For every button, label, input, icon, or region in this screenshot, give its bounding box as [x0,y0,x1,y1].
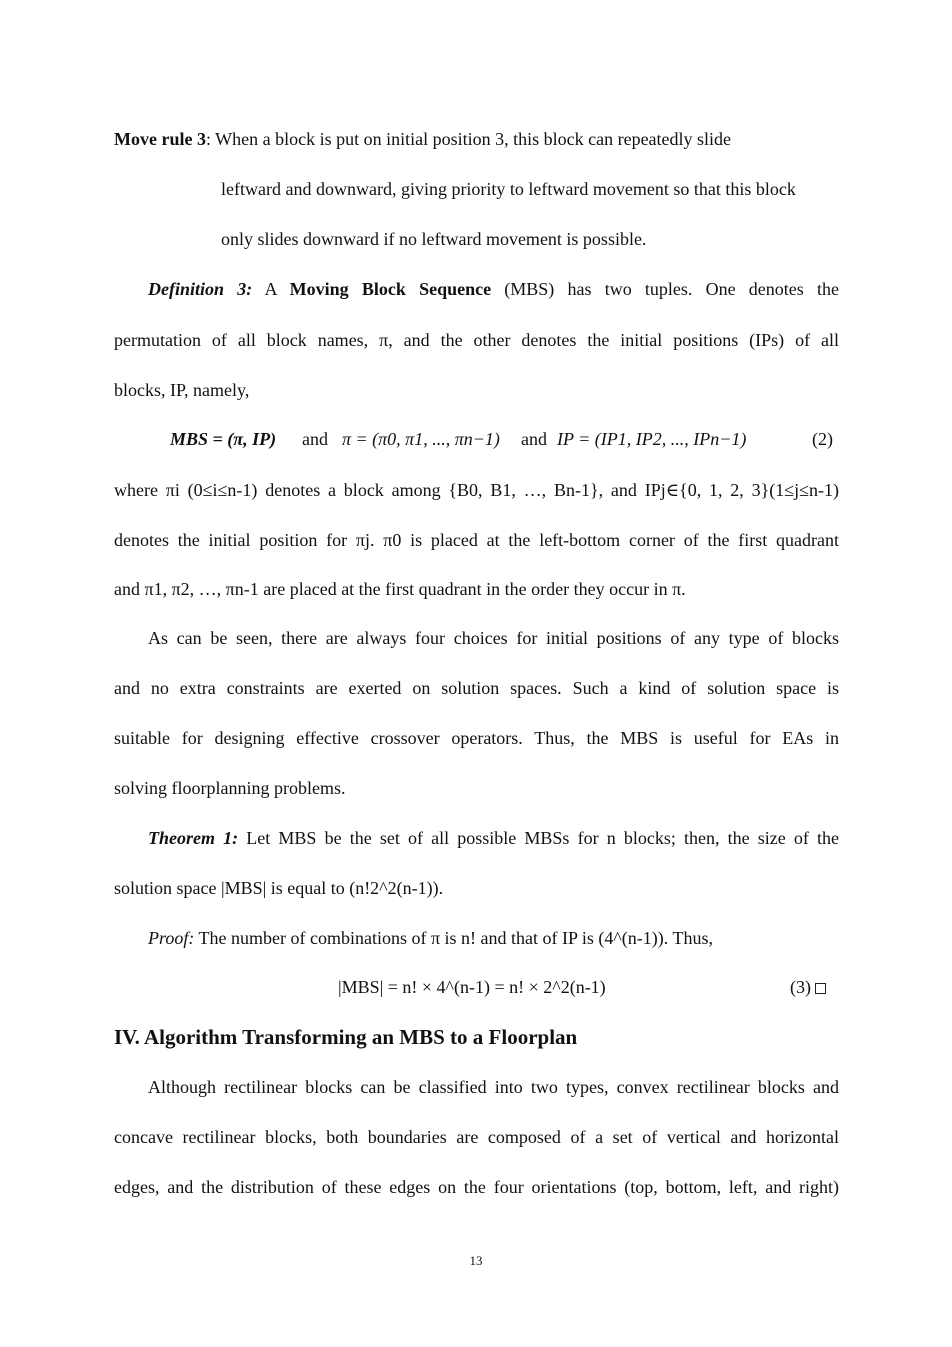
definition-label: Definition 3: [148,279,253,299]
definition-line-3: blocks, IP, namely, [114,380,250,400]
proof-line-1: Proof: The number of combinations of π is n! and that of IP is (4^(n-1)). Thus, [148,928,713,948]
equation-2-mbs: MBS = (π, IP) [170,429,277,449]
para3-line-2: concave rectilinear blocks, both boundaries are composed of a set of vertical and horizontal [114,1127,839,1147]
equation-2-and-1: and [302,429,328,449]
theorem-label: Theorem 1: [148,828,239,848]
para2-line-2: and no extra constraints are exerted on solution spaces. Such a kind of solution space is [114,678,839,698]
equation-2-pi: π = (π0, π1, ..., πn−1) [342,429,500,449]
where-line-3: and π1, π2, …, πn-1 are placed at the first quadrant in the order they occur in π. [114,579,686,599]
para2-line-4: solving floorplanning problems. [114,778,346,798]
definition-term: Moving Block Sequence [289,279,492,299]
equation-2-ip: IP = (IP1, IP2, ..., IPn−1) [557,429,747,449]
para2-line-3: suitable for designing effective crossover operators. Thus, the MBS is useful for EAs in [114,728,839,748]
move-rule-line-3: only slides downward if no leftward movement is possible. [221,229,647,249]
move-rule-line-1: Move rule 3: When a block is put on initial position 3, this block can repeatedly slide [114,129,732,149]
para2-line-1: As can be seen, there are always four choices for initial positions of any type of blocks [148,628,839,648]
move-rule-label: Move rule 3 [114,129,206,149]
where-line-1: where πi (0≤i≤n-1) denotes a block among {B0, B1, …, Bn-1}, and IPj∈{0, 1, 2, 3}(1≤j≤n-1) [114,480,839,500]
definition-line-2: permutation of all block names, π, and the other denotes the initial positions (IPs) of all [114,330,839,350]
proof-label: Proof: [148,928,195,948]
page-number: 13 [469,1253,483,1268]
equation-3-number: (3) [790,976,826,998]
theorem-line-1: Theorem 1: Let MBS be the set of all possible MBSs for n blocks; then, the size of the [148,828,840,848]
equation-2-and-2: and [521,429,547,449]
move-rule-line-2: leftward and downward, giving priority to leftward movement so that this block [221,179,796,199]
equation-3: |MBS| = n! × 4^(n-1) = n! × 2^2(n-1) [338,977,606,997]
section-heading: IV. Algorithm Transforming an MBS to a Floorplan [114,1025,578,1049]
para3-line-3: edges, and the distribution of these edges on the four orientations (top, bottom, left, and right) [114,1177,839,1197]
where-line-2: denotes the initial position for πj. π0 is placed at the left-bottom corner of the first quadrant [114,530,839,550]
equation-2-number: (2) [812,429,833,449]
definition-line-1: Definition 3: A Moving Block Sequence (MBS) has two tuples. One denotes the [148,279,839,299]
theorem-line-2: solution space |MBS| is equal to (n!2^2(n-1)). [114,878,444,898]
para3-line-1: Although rectilinear blocks can be classified into two types, convex rectilinear blocks and [148,1077,839,1097]
qed-square-icon [815,983,826,994]
